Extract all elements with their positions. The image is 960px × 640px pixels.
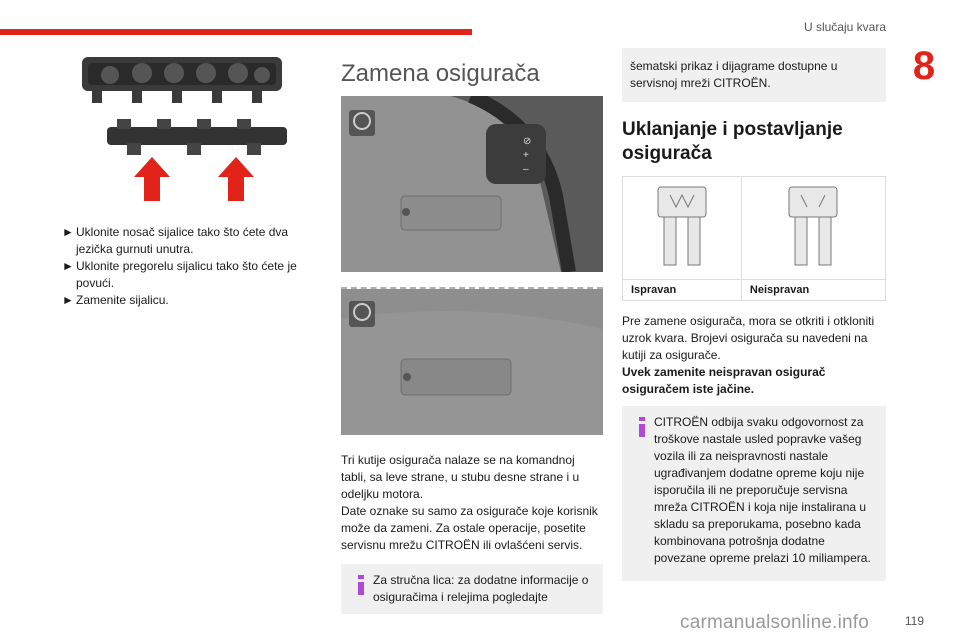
continued-info-box xyxy=(622,48,886,102)
blown-fuse-icon xyxy=(783,185,843,269)
bullet-item xyxy=(62,258,312,292)
dashboard-panel-photo xyxy=(341,289,603,435)
info-text: CITROËN odbija svaku odgovornost za troškove nastale usled popravke vašeg vozila ili za neispravnosti nastale ugrađivanjem dodatne opreme koju nije isporučila ili ne preporučuje servisna mreža CITROËN i koja nije instalirana u skladu sa preporukama, posebno kada kombinovana potrošnja dodatne povezane opreme prelazi 10 miliampera. xyxy=(654,415,871,565)
professional-info-box xyxy=(341,564,603,614)
fuse-user-paragraph: Date oznake su samo za osigurače koje korisnik može da zameni. Za ostale operacije, posetite servisnu mrežu CITROËN ili ovlašćeni servis. xyxy=(341,504,598,552)
bullet-marker: ► xyxy=(62,259,74,273)
chapter-number: 8 xyxy=(912,44,936,88)
svg-text:–: – xyxy=(523,164,529,175)
bullet-marker: ► xyxy=(62,293,74,307)
bad-fuse-cell xyxy=(741,177,885,280)
image-divider xyxy=(341,277,603,289)
replacement-warning: Uvek zamenite neispravan osigurač osiguračem iste jačine. xyxy=(622,365,826,396)
watermark: carmanualsonline.info xyxy=(680,612,870,633)
dashboard-fuse-box-photo xyxy=(341,96,603,272)
replacement-paragraph: Pre zamene osigurača, mora se otkriti i otkloniti uzrok kvara. Brojevi osigurača su navedeni na kutiji za osigurače. xyxy=(622,314,875,362)
info-text: Za stručna lica: za dodatne informacije o osiguračima i relejima pogledajte xyxy=(373,573,589,604)
fuse-table xyxy=(622,176,886,301)
bullet-item xyxy=(62,292,312,309)
bullet-text: Uklonite nosač sijalice tako što ćete dva jezička gurnuti unutra. xyxy=(76,225,289,256)
liability-info-box xyxy=(622,406,886,581)
page-number: 119 xyxy=(904,614,924,628)
svg-text:+: + xyxy=(523,150,529,161)
middle-column xyxy=(341,48,603,614)
bulb-holder-illustration xyxy=(62,45,302,205)
bad-fuse-label: Neispravan xyxy=(741,280,885,301)
continued-text: šematski prikaz i dijagrame dostupne u servisnoj mreži CITROËN. xyxy=(630,59,838,90)
info-icon xyxy=(632,416,652,438)
fuse-location-paragraph: Tri kutije osigurača nalaze se na komandnoj tabli, sa leve strane, u stubu desne strane i u odeljku motora. xyxy=(341,453,580,501)
bullet-text: Zamenite sijalicu. xyxy=(76,293,169,307)
bullet-item xyxy=(62,224,312,258)
svg-text:⊘: ⊘ xyxy=(523,136,532,147)
good-fuse-cell xyxy=(623,177,742,280)
section-heading: Zamena osigurača xyxy=(341,60,540,87)
section-title: U slučaju kvara xyxy=(803,20,886,34)
header-red-bar xyxy=(0,29,472,35)
good-fuse-label: Ispravan xyxy=(623,280,742,301)
info-icon xyxy=(351,574,371,596)
left-column xyxy=(62,45,312,309)
bullet-marker: ► xyxy=(62,225,74,239)
bullet-text: Uklonite pregorelu sijalicu tako što ćete je povući. xyxy=(76,259,297,290)
subsection-heading: Uklanjanje i postavljanje osigurača xyxy=(622,119,843,164)
right-column xyxy=(622,48,886,581)
good-fuse-icon xyxy=(652,185,712,269)
